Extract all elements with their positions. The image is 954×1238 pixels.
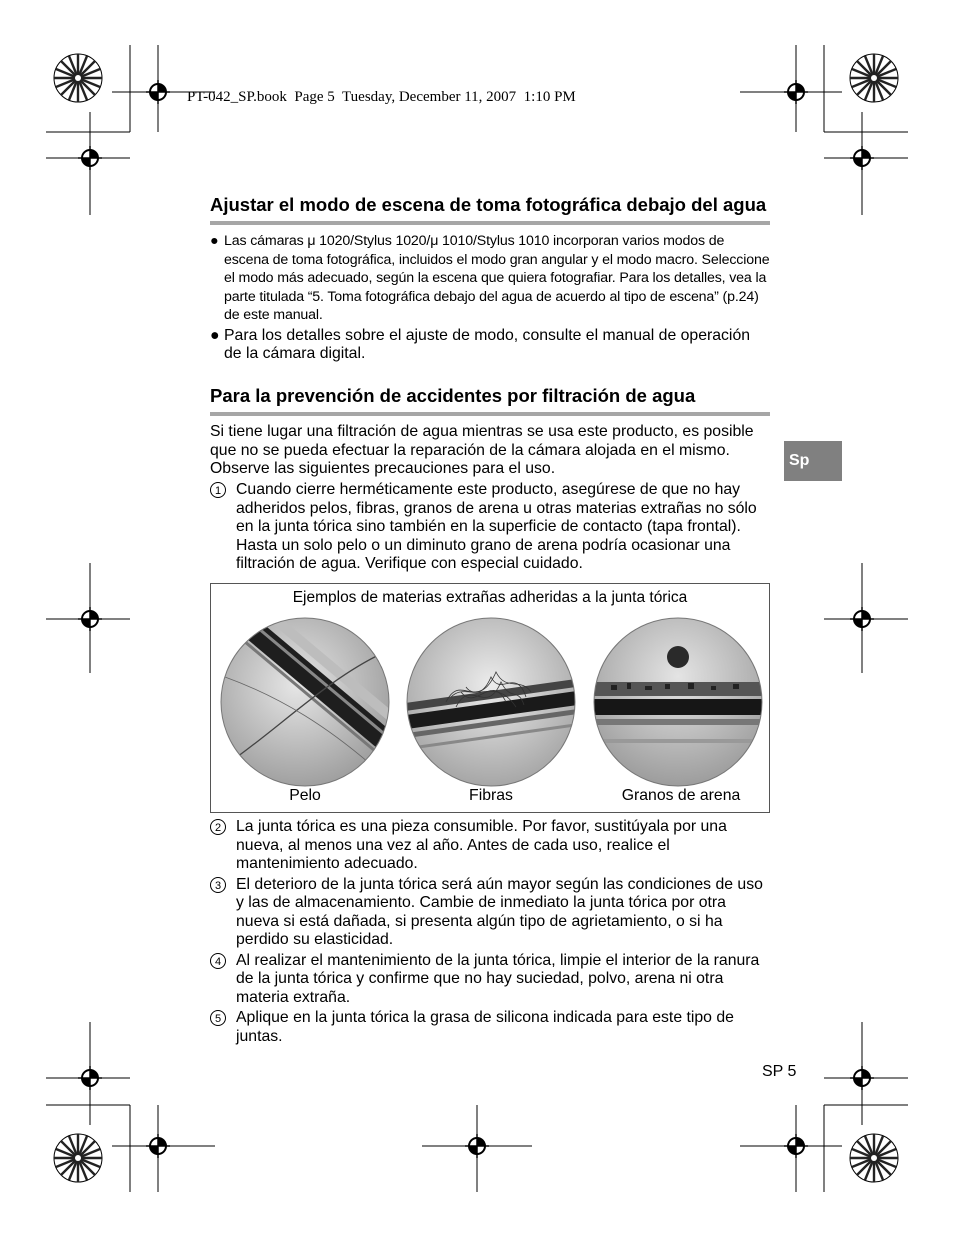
circled-number: 3 (210, 877, 226, 893)
intro-paragraph: Si tiene lugar una filtración de agua mientras se usa este producto, es posible que no se pueda efectuar la reparación de la cámara alojada en el mismo. Observe las siguientes precauciones para el uso. (210, 423, 754, 477)
item-text: El deterioro de la junta tórica será aún mayor según las condiciones de uso y las de almacenamiento. Cambie de inmediato la junta tórica por otra nueva si está dañada, si presenta algún tipo de agrietamiento, o si ha perdido su elasticidad. (236, 875, 763, 948)
star-target-icon (54, 54, 102, 102)
crosshair-icon (784, 80, 808, 104)
crosshair-icon (850, 1066, 874, 1090)
bullet-dot-icon: ● (210, 326, 220, 344)
crosshair-icon (784, 1134, 808, 1158)
precautions-list-part1 (210, 481, 770, 576)
crosshair-icon (78, 607, 102, 631)
crosshair-icon (78, 1066, 102, 1090)
page-number: SP 5 (762, 1063, 797, 1080)
crosshair-icon (850, 146, 874, 170)
hair-photo (220, 617, 390, 787)
circled-number: 2 (210, 819, 226, 835)
list-item (210, 481, 770, 574)
bullet-text: Las cámaras μ 1020/Stylus 1020/μ 1010/Stylus 1010 incorporan varios modos de escena de toma fotográfica, incluidos el modo gran angular y el modo macro. Seleccione el modo más adecuado, según la escena que quiera fotografiar. Para los detalles, vea la parte titulada “5. Toma fotográfica debajo del agua de acuerdo al tipo de escena” (p.24) de este manual. (224, 233, 770, 324)
crosshair-icon (146, 1134, 170, 1158)
list-item (210, 232, 770, 325)
label-sand: Granos de arena (621, 787, 741, 804)
list-item (210, 327, 770, 364)
bullet-dot-icon: ● (210, 233, 219, 249)
circled-number: 4 (210, 953, 226, 969)
item-text: Al realizar el mantenimiento de la junta tórica, limpie el interior de la ranura de la junta tórica y confirme que no hay suciedad, polvo, arena ni otra materia extraña. (236, 951, 760, 1006)
crosshair-icon (78, 146, 102, 170)
foreign-matter-figure (210, 583, 770, 813)
item-text: Aplique en la junta tórica la grasa de silicona indicada para este tipo de juntas. (236, 1009, 734, 1045)
sand-photo (593, 617, 763, 787)
section-title-water-leak: Para la prevención de accidentes por filtración de agua (210, 385, 696, 406)
item-text: La junta tórica es una pieza consumible. Por favor, sustitúyala por una nueva, al menos una vez al año. Antes de cada uso, realice el mantenimiento adecuado. (236, 818, 727, 872)
item-text: Cuando cierre herméticamente este producto, asegúrese de que no hay adheridos pelos, fibras, granos de arena u otras materias extrañas no sólo en la junta tórica sino también en la superficie de contacto (tapa frontal). Hasta un solo pelo o un diminuto grano de arena podría ocasionar una filtración de agua. Verifique con especial cuidado. (236, 481, 757, 572)
star-target-icon (850, 1134, 898, 1182)
figure-caption: Ejemplos de materias extrañas adheridas a la junta tórica (292, 589, 688, 606)
crosshair-icon (146, 80, 170, 104)
star-target-icon (54, 1134, 102, 1182)
list-item (210, 952, 770, 1008)
crosshair-icon (850, 607, 874, 631)
circled-number: 5 (210, 1010, 226, 1026)
list-item (210, 1009, 770, 1046)
precautions-list-part2 (210, 818, 770, 1048)
fibers-photo (406, 617, 576, 787)
scene-mode-bullets (210, 232, 770, 364)
label-fibers: Fibras (469, 787, 513, 804)
star-target-icon (850, 54, 898, 102)
section-title-scene-mode: Ajustar el modo de escena de toma fotográfica debajo del agua (210, 194, 767, 215)
language-tab: Sp (784, 441, 842, 481)
print-header: PT-042_SP.book Page 5 Tuesday, December 11, 2007 1:10 PM (187, 89, 576, 105)
crosshair-icon (465, 1134, 489, 1158)
list-item (210, 818, 770, 874)
title-underline (210, 412, 770, 416)
label-hair: Pelo (289, 787, 321, 804)
circled-number: 1 (210, 482, 226, 498)
title-underline (210, 221, 770, 225)
list-item (210, 876, 770, 950)
bullet-text: Para los detalles sobre el ajuste de modo, consulte el manual de operación de la cámara digital. (224, 326, 751, 363)
